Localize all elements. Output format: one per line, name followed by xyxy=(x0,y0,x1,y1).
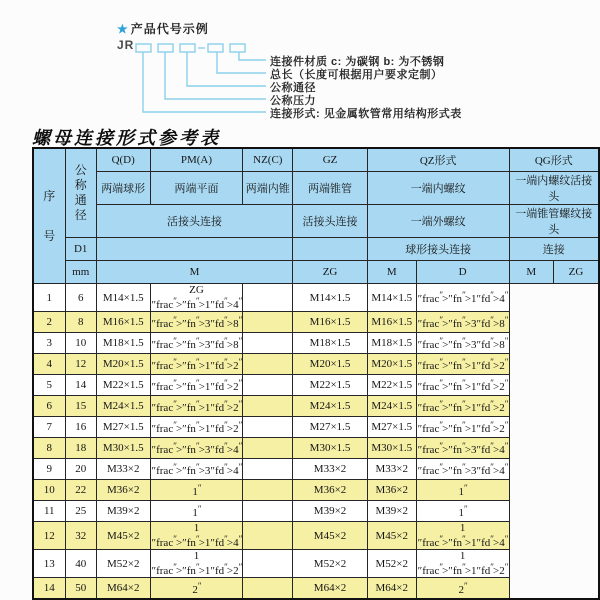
cell-mm: 14 xyxy=(65,375,96,396)
table-row xyxy=(33,396,599,417)
cell-m: M33×2 xyxy=(96,459,150,480)
cell-qz_m xyxy=(243,501,293,522)
header-blank-union xyxy=(96,238,292,261)
cell-qz_m xyxy=(243,333,293,354)
cell-m: M22×1.5 xyxy=(96,375,150,396)
cell-seq: 4 xyxy=(33,354,65,375)
cell-qg_zg: ″frac″>″fn″>1″fd″>2″ xyxy=(416,417,509,438)
cell-qg_zg: 1 ″frac″>″fn″>1″fd″>4″ xyxy=(417,522,508,549)
header-col-qz: QZ形式 xyxy=(367,148,509,172)
cell-qg_zg: ″frac″>″fn″>3″fd″>4″ xyxy=(416,459,509,480)
header-row-2 xyxy=(33,172,599,205)
nut-connection-reference-table xyxy=(32,147,600,600)
cell-seq: 6 xyxy=(33,396,65,417)
header-gz-connection: 活接头连接 xyxy=(293,205,368,238)
cell-zg: 1 ″frac″>″fn″>1″fd″>4″ xyxy=(151,522,242,549)
cell-zg: ZG ″frac″>″fn″>1″fd″>4″ xyxy=(151,284,242,311)
header-gz-desc: 两端锥管 xyxy=(293,172,368,205)
cell-mm: 8 xyxy=(65,312,96,333)
cell-zg: ″frac″>″fn″>3″fd″>4″ xyxy=(150,459,243,480)
table-row xyxy=(33,375,599,396)
cell-qg_m: M20×1.5 xyxy=(367,354,416,375)
cell-m: M64×2 xyxy=(96,578,150,600)
cell-seq: 3 xyxy=(33,333,65,354)
cell-qz_d: M30×1.5 xyxy=(293,438,368,459)
cell-m: M45×2 xyxy=(96,522,150,550)
cell-qg_zg: ″frac″>″fn″>1″fd″>2″ xyxy=(416,375,509,396)
header-qg-desc1: 一端内螺纹活接头 xyxy=(509,172,599,205)
cell-qg_m: M30×1.5 xyxy=(367,438,416,459)
cell-qz_m xyxy=(243,438,293,459)
cell-qz_m xyxy=(243,550,293,578)
diagram-label-connection-form: 连接形式: 见金属软管常用结构形式表 xyxy=(270,108,462,120)
cell-qz_d: M24×1.5 xyxy=(293,396,368,417)
header-qg-desc2: 一端锥管螺纹接头 xyxy=(509,205,599,238)
header-col-gz: GZ xyxy=(293,148,368,172)
cell-mm: 50 xyxy=(65,578,96,600)
header-row-4 xyxy=(33,238,599,261)
cell-m: M27×1.5 xyxy=(96,417,150,438)
header-row-5 xyxy=(33,261,599,284)
cell-m: M39×2 xyxy=(96,501,150,522)
diagram-label-nominal-pressure: 公称压力 xyxy=(270,95,316,107)
cell-seq: 7 xyxy=(33,417,65,438)
cell-m: M52×2 xyxy=(96,550,150,578)
cell-qg_zg: ″frac″>″fn″>1″fd″>4″ xyxy=(416,284,509,312)
cell-zg: ″frac″>″fn″>3″fd″>8″ xyxy=(150,312,243,333)
cell-zg: ″frac″>″fn″>1″fd″>2″ xyxy=(150,417,243,438)
cell-qg_zg: 2″ xyxy=(416,578,509,600)
table-row xyxy=(33,501,599,522)
cell-qz_d: M36×2 xyxy=(293,480,368,501)
table-row xyxy=(33,354,599,375)
cell-qg_m: M52×2 xyxy=(367,550,416,578)
table-row xyxy=(33,312,599,333)
cell-seq: 13 xyxy=(33,550,65,578)
header-union-connection: 活接头连接 xyxy=(96,205,292,238)
table-row xyxy=(33,480,599,501)
cell-zg: ″frac″>″fn″>1″fd″>2″ xyxy=(150,354,243,375)
header-q-desc: 两端球形 xyxy=(96,172,150,205)
cell-qz_d: M18×1.5 xyxy=(293,333,368,354)
header-mm: mm xyxy=(65,261,96,284)
cell-m: M14×1.5 xyxy=(96,284,150,312)
cell-m: M20×1.5 xyxy=(96,354,150,375)
cell-qg_zg: 1 ″frac″>″fn″>1″fd″>2″ xyxy=(417,550,508,577)
cell-qz_m xyxy=(243,354,293,375)
cell-mm: 15 xyxy=(65,396,96,417)
header-m-label: M xyxy=(96,261,292,284)
cell-mm: 32 xyxy=(65,522,96,550)
cell-qz_m xyxy=(243,578,293,600)
cell-qg_zg: ″frac″>″fn″>1″fd″>2″ xyxy=(416,396,509,417)
cell-qz_m xyxy=(243,284,293,312)
cell-qz_m xyxy=(243,375,293,396)
cell-qg_zg: 1″ xyxy=(416,501,509,522)
cell-zg: ″frac″>″fn″>1″fd″>2″ xyxy=(150,396,243,417)
cell-zg: ″frac″>″fn″>1″fd″>2″ xyxy=(150,375,243,396)
diagram-label-material: 连接件材质 c: 为碳钢 b: 为不锈钢 xyxy=(270,56,445,68)
cell-qz_d: M16×1.5 xyxy=(293,312,368,333)
cell-qg_m: M22×1.5 xyxy=(367,375,416,396)
cell-seq: 14 xyxy=(33,578,65,600)
header-pm-desc: 两端平面 xyxy=(150,172,243,205)
star-icon: ★ xyxy=(117,22,129,36)
cell-mm: 18 xyxy=(65,438,96,459)
header-qg-zg-label: ZG xyxy=(553,261,599,284)
cell-zg: ″frac″>″fn″>3″fd″>8″ xyxy=(150,333,243,354)
header-qz-desc1: 一端内螺纹 xyxy=(367,172,509,205)
header-nominal-diameter: 公称通径 xyxy=(65,148,96,238)
cell-qg_m: M64×2 xyxy=(367,578,416,600)
product-code-diagram xyxy=(0,0,600,126)
cell-qz_d: M45×2 xyxy=(293,522,368,550)
cell-seq: 5 xyxy=(33,375,65,396)
header-nz-desc: 两端内锥 xyxy=(243,172,293,205)
cell-seq: 10 xyxy=(33,480,65,501)
cell-qg_zg: ″frac″>″fn″>3″fd″>8″ xyxy=(416,333,509,354)
cell-qz_d: M64×2 xyxy=(293,578,368,600)
cell-mm: 12 xyxy=(65,354,96,375)
table-row xyxy=(33,522,599,550)
cell-qg_m: M14×1.5 xyxy=(367,284,416,312)
cell-qg_zg: 1″ xyxy=(416,480,509,501)
cell-qz_m xyxy=(243,522,293,550)
cell-qz_d: M33×2 xyxy=(293,459,368,480)
cell-qz_m xyxy=(243,459,293,480)
cell-qg_m: M27×1.5 xyxy=(367,417,416,438)
table-row xyxy=(33,333,599,354)
cell-qg_m: M33×2 xyxy=(367,459,416,480)
cell-mm: 10 xyxy=(65,333,96,354)
cell-qg_m: M45×2 xyxy=(367,522,416,550)
cell-qg_zg: ″frac″>″fn″>3″fd″>8″ xyxy=(416,312,509,333)
header-qg-connection: 连接 xyxy=(509,238,599,261)
cell-zg: 1″ xyxy=(150,480,243,501)
cell-qg_m: M24×1.5 xyxy=(367,396,416,417)
table-row xyxy=(33,578,599,600)
header-col-qg: QG形式 xyxy=(509,148,599,172)
table-row xyxy=(33,438,599,459)
cell-qg_m: M39×2 xyxy=(367,501,416,522)
cell-zg: 1 ″frac″>″fn″>1″fd″>2″ xyxy=(151,550,242,577)
cell-mm: 20 xyxy=(65,459,96,480)
header-blank-gz xyxy=(293,238,368,261)
cell-qz_d: M20×1.5 xyxy=(293,354,368,375)
cell-qz_d: M52×2 xyxy=(293,550,368,578)
cell-zg: 2″ xyxy=(150,578,243,600)
cell-seq: 11 xyxy=(33,501,65,522)
cell-qg_zg: ″frac″>″fn″>3″fd″>4″ xyxy=(416,438,509,459)
cell-mm: 25 xyxy=(65,501,96,522)
cell-qz_d: M39×2 xyxy=(293,501,368,522)
cell-qg_m: M16×1.5 xyxy=(367,312,416,333)
header-row-1 xyxy=(33,148,599,172)
header-qz-desc2: 一端外螺纹 xyxy=(367,205,509,238)
cell-qz_d: M27×1.5 xyxy=(293,417,368,438)
header-qg-m-label: M xyxy=(509,261,553,284)
cell-qz_m xyxy=(243,312,293,333)
cell-mm: 16 xyxy=(65,417,96,438)
header-qz-m-label: M xyxy=(367,261,416,284)
table-body xyxy=(33,284,599,600)
cell-qg_m: M18×1.5 xyxy=(367,333,416,354)
cell-m: M36×2 xyxy=(96,480,150,501)
product-code-prefix: JR xyxy=(117,38,135,52)
cell-seq: 1 xyxy=(33,284,65,312)
table-row xyxy=(33,284,599,312)
cell-seq: 8 xyxy=(33,438,65,459)
cell-qg_zg: ″frac″>″fn″>1″fd″>2″ xyxy=(416,354,509,375)
product-code-example-text: 产品代号示例 xyxy=(130,22,209,36)
header-seq: 序号 xyxy=(33,148,65,284)
cell-qz_m xyxy=(243,396,293,417)
table-row xyxy=(33,550,599,578)
table-title: 螺母连接形式参考表 xyxy=(32,128,221,148)
cell-zg: ″frac″>″fn″>3″fd″>4″ xyxy=(150,438,243,459)
product-code-example-title xyxy=(117,20,209,37)
cell-zg: 1″ xyxy=(150,501,243,522)
header-col-q: Q(D) xyxy=(96,148,150,172)
header-col-nz: NZ(C) xyxy=(243,148,293,172)
cell-mm: 22 xyxy=(65,480,96,501)
header-zg-label: ZG xyxy=(293,261,368,284)
header-qz-d-label: D xyxy=(416,261,509,284)
header-d1: D1 xyxy=(65,238,96,261)
cell-mm: 40 xyxy=(65,550,96,578)
header-col-pm: PM(A) xyxy=(150,148,243,172)
cell-qz_d: M22×1.5 xyxy=(293,375,368,396)
cell-m: M16×1.5 xyxy=(96,312,150,333)
table-row xyxy=(33,417,599,438)
cell-seq: 2 xyxy=(33,312,65,333)
header-qz-connection: 球形接头连接 xyxy=(367,238,509,261)
cell-m: M18×1.5 xyxy=(96,333,150,354)
diagram-label-nominal-diameter: 公称通径 xyxy=(270,82,316,94)
cell-qg_m: M36×2 xyxy=(367,480,416,501)
cell-mm: 6 xyxy=(65,284,96,312)
cell-qz_m xyxy=(243,480,293,501)
cell-seq: 12 xyxy=(33,522,65,550)
table-row xyxy=(33,459,599,480)
cell-qz_m xyxy=(243,417,293,438)
diagram-label-total-length: 总长（长度可根据用户要求定制） xyxy=(270,69,443,81)
cell-m: M24×1.5 xyxy=(96,396,150,417)
cell-qz_d: M14×1.5 xyxy=(293,284,368,312)
cell-m: M30×1.5 xyxy=(96,438,150,459)
cell-seq: 9 xyxy=(33,459,65,480)
header-row-3 xyxy=(33,205,599,238)
